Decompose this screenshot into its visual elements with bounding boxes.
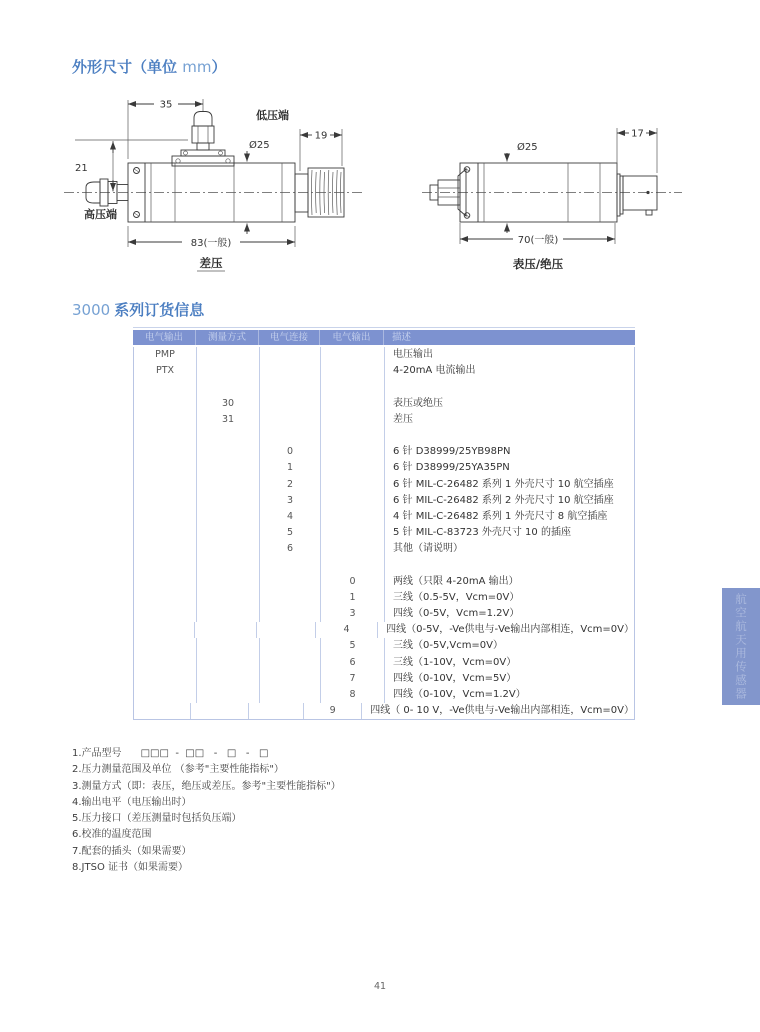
table-cell [197, 671, 260, 687]
table-cell: 9 [304, 703, 362, 719]
table-row [134, 687, 634, 703]
dim-label-17: 17 [631, 128, 644, 140]
table-cell: 6 针 MIL-C-26482 系列 2 外壳尺寸 10 航空插座 [393, 494, 614, 506]
table-row [134, 412, 634, 428]
table-row [134, 493, 634, 509]
table-cell [321, 347, 385, 363]
dim-label-35: 35 [159, 99, 173, 111]
table-cell: 四线（0-5V，-Ve供电与-Ve输出内部相连，Vcm=0V） [386, 624, 634, 636]
low-pressure-label: 低压端 [256, 109, 289, 122]
table-cell [134, 671, 197, 687]
table-cell: 其他（请说明） [393, 543, 463, 555]
table-row [134, 444, 634, 460]
table-row [134, 525, 634, 541]
electrical-connector [617, 174, 657, 216]
table-cell [134, 444, 197, 460]
title-text: 外形尺寸（单位 [72, 58, 183, 76]
table-cell [134, 460, 197, 476]
table-cell [385, 379, 634, 395]
table-cell: 31 [197, 412, 260, 428]
table-cell: 四线（ 0- 10 V，-Ve供电与-Ve输出内部相连，Vcm=0V） [370, 705, 635, 717]
footnote-item: 4.输出电平（电压输出时） [72, 796, 192, 808]
footnote-item: 2.压力测量范围及单位 （参考"主要性能指标"） [72, 764, 284, 776]
table-cell [260, 687, 321, 703]
column-header: 描述 [383, 330, 635, 345]
table-cell [191, 703, 248, 719]
table-cell: 5 [321, 638, 385, 654]
table-cell [195, 622, 256, 638]
table-row [134, 574, 634, 590]
table-cell [134, 509, 197, 525]
table-cell [134, 477, 197, 493]
table-cell: 表压或绝压 [393, 397, 443, 409]
low-pressure-port [172, 112, 234, 167]
table-cell [321, 363, 385, 379]
table-cell: 6 [321, 655, 385, 671]
table-cell [321, 541, 385, 557]
table-cell: 四线（0-10V，Vcm=1.2V） [393, 688, 526, 700]
table-cell [197, 493, 260, 509]
table-cell [260, 574, 321, 590]
table-row [134, 347, 634, 363]
table-cell [321, 444, 385, 460]
table-cell: 四线（0-5V，Vcm=1.2V） [393, 608, 520, 619]
table-cell [197, 638, 260, 654]
table-cell [134, 574, 197, 590]
table-cell [260, 557, 321, 573]
table-cell [134, 396, 197, 412]
table-cell: 两线（只限 4-20mA 输出） [393, 575, 519, 587]
table-cell [197, 444, 260, 460]
table-row [134, 655, 634, 671]
table-row [134, 509, 634, 525]
table-row [134, 379, 634, 395]
table-row [134, 396, 634, 412]
table-cell [321, 509, 385, 525]
column-header: 电气连接 [258, 330, 319, 345]
table-cell [134, 379, 197, 395]
table-cell: 7 [321, 671, 385, 687]
table-row [134, 363, 634, 379]
table-cell: 8 [321, 687, 385, 703]
table-cell: PMP [134, 347, 197, 363]
table-cell [134, 606, 197, 622]
table-cell [197, 460, 260, 476]
series-number: 3000 [72, 301, 111, 319]
table-cell [260, 606, 321, 622]
table-cell [197, 687, 260, 703]
table-cell [260, 655, 321, 671]
column-header: 电气输出 [319, 330, 383, 345]
high-pressure-label: 高压端 [84, 208, 117, 221]
footnote-item: 5.压力接口（差压测量时包括负压端） [72, 813, 242, 825]
page-number: 41 [373, 981, 387, 992]
table-cell [197, 509, 260, 525]
table-cell [385, 557, 634, 573]
table-cell [197, 655, 260, 671]
table-cell: 三线（0.5-5V，Vcm=0V） [393, 591, 520, 603]
table-cell [321, 460, 385, 476]
table-cell [197, 590, 260, 606]
table-cell [197, 428, 260, 444]
column-header: 电气输出 [144, 332, 183, 343]
footnotes [72, 746, 341, 876]
order-table [133, 327, 635, 720]
table-cell [321, 557, 385, 573]
table-cell [321, 412, 385, 428]
footnote-item: 8.JTSO 证书（如果需要） [72, 862, 188, 874]
gauge-absolute-drawing [420, 110, 710, 280]
table-cell [260, 363, 321, 379]
table-row [134, 671, 634, 687]
table-cell: PTX [134, 363, 197, 379]
order-section-title [72, 301, 204, 319]
table-cell [260, 347, 321, 363]
series-title-text: 系列订货信息 [114, 301, 205, 319]
table-cell [134, 638, 197, 654]
table-cell [321, 428, 385, 444]
table-cell: 2 [260, 477, 321, 493]
table-cell: 4 针 MIL-C-26482 系列 1 外壳尺寸 8 航空插座 [393, 510, 608, 522]
table-cell [260, 396, 321, 412]
table-row [134, 590, 634, 606]
footnote-item: 7.配套的插头（如果需要） [72, 845, 192, 857]
table-cell [260, 638, 321, 654]
table-cell: 4 [316, 622, 378, 638]
table-cell [197, 541, 260, 557]
dim-label-70: 70(一般) [517, 235, 559, 246]
table-cell: 1 [321, 590, 385, 606]
table-cell [134, 703, 191, 719]
table-cell [134, 557, 197, 573]
title-suffix: ） [211, 58, 227, 76]
side-tab-aerospace-sensors [722, 588, 760, 705]
table-cell [321, 477, 385, 493]
table-cell [197, 557, 260, 573]
table-cell [197, 606, 260, 622]
table-cell [197, 574, 260, 590]
table-cell: 差压 [393, 413, 413, 425]
footnote-item: 1.产品型号 □□□ - □□ - □ - □ [72, 748, 269, 759]
differential-pressure-drawing [60, 95, 380, 285]
table-cell: 6 针 MIL-C-26482 系列 1 外壳尺寸 10 航空插座 [393, 478, 614, 490]
table-row [134, 703, 634, 719]
table-cell [249, 703, 304, 719]
footnote-item: 6.校准的温度范围 [72, 829, 152, 841]
dim-label-19: 19 [314, 130, 328, 142]
table-row [134, 622, 634, 638]
table-cell [134, 622, 195, 638]
table-cell: 6 针 D38999/25YA35PN [393, 462, 510, 474]
table-cell: 3 [321, 606, 385, 622]
table-row [134, 606, 634, 622]
table-cell [260, 412, 321, 428]
table-cell: 3 [260, 493, 321, 509]
table-cell [134, 525, 197, 541]
order-table-body [133, 347, 635, 720]
table-cell: 电压输出 [393, 349, 433, 360]
table-cell [197, 477, 260, 493]
table-cell [321, 525, 385, 541]
table-cell [260, 428, 321, 444]
title-unit: mm [182, 58, 212, 76]
table-cell [134, 590, 197, 606]
table-cell: 1 [260, 460, 321, 476]
order-table-header [133, 330, 635, 345]
table-cell [134, 428, 197, 444]
dim-label-diameter: Ø25 [517, 142, 538, 153]
table-cell [134, 687, 197, 703]
table-cell [197, 347, 260, 363]
table-cell: 6 [260, 541, 321, 557]
table-cell [321, 493, 385, 509]
table-cell [134, 493, 197, 509]
table-cell [134, 541, 197, 557]
table-cell [321, 379, 385, 395]
dim-label-21: 21 [75, 163, 88, 174]
table-row [134, 541, 634, 557]
table-cell [134, 655, 197, 671]
table-cell: 4-20mA 电流输出 [393, 365, 476, 377]
drawing-caption-gauge: 表压/绝压 [512, 257, 564, 271]
table-row [134, 428, 634, 444]
drawing-caption-differential: 差压 [199, 256, 223, 270]
table-row [134, 638, 634, 654]
side-tab-label: 航空航天用传感器 [734, 592, 748, 701]
table-cell [260, 671, 321, 687]
table-row [134, 557, 634, 573]
table-cell: 6 针 D38999/25YB98PN [393, 446, 511, 458]
table-cell: 5 针 MIL-C-83723 外壳尺寸 10 的插座 [393, 527, 571, 539]
table-row [134, 460, 634, 476]
table-cell: 0 [260, 444, 321, 460]
table-cell [260, 379, 321, 395]
table-cell [260, 590, 321, 606]
table-cell: 30 [197, 396, 260, 412]
table-cell: 三线（0-5V,Vcm=0V） [393, 640, 504, 652]
table-cell [134, 412, 197, 428]
column-header: 测量方式 [195, 330, 258, 345]
table-cell [197, 525, 260, 541]
table-cell [321, 396, 385, 412]
table-row [134, 477, 634, 493]
table-cell [197, 379, 260, 395]
table-cell: 4 [260, 509, 321, 525]
table-cell: 5 [260, 525, 321, 541]
dimension-section-title [72, 58, 226, 76]
dim-label-83: 83(一般) [190, 238, 232, 249]
table-cell: 0 [321, 574, 385, 590]
table-cell [257, 622, 316, 638]
table-cell [385, 428, 634, 444]
table-cell [197, 363, 260, 379]
dim-label-diameter: Ø25 [249, 140, 270, 151]
table-cell: 三线（1-10V，Vcm=0V） [393, 656, 517, 668]
footnote-item: 3.测量方式（即：表压，绝压或差压。参考"主要性能指标"） [72, 780, 341, 792]
table-cell: 四线（0-10V，Vcm=5V） [393, 672, 517, 684]
